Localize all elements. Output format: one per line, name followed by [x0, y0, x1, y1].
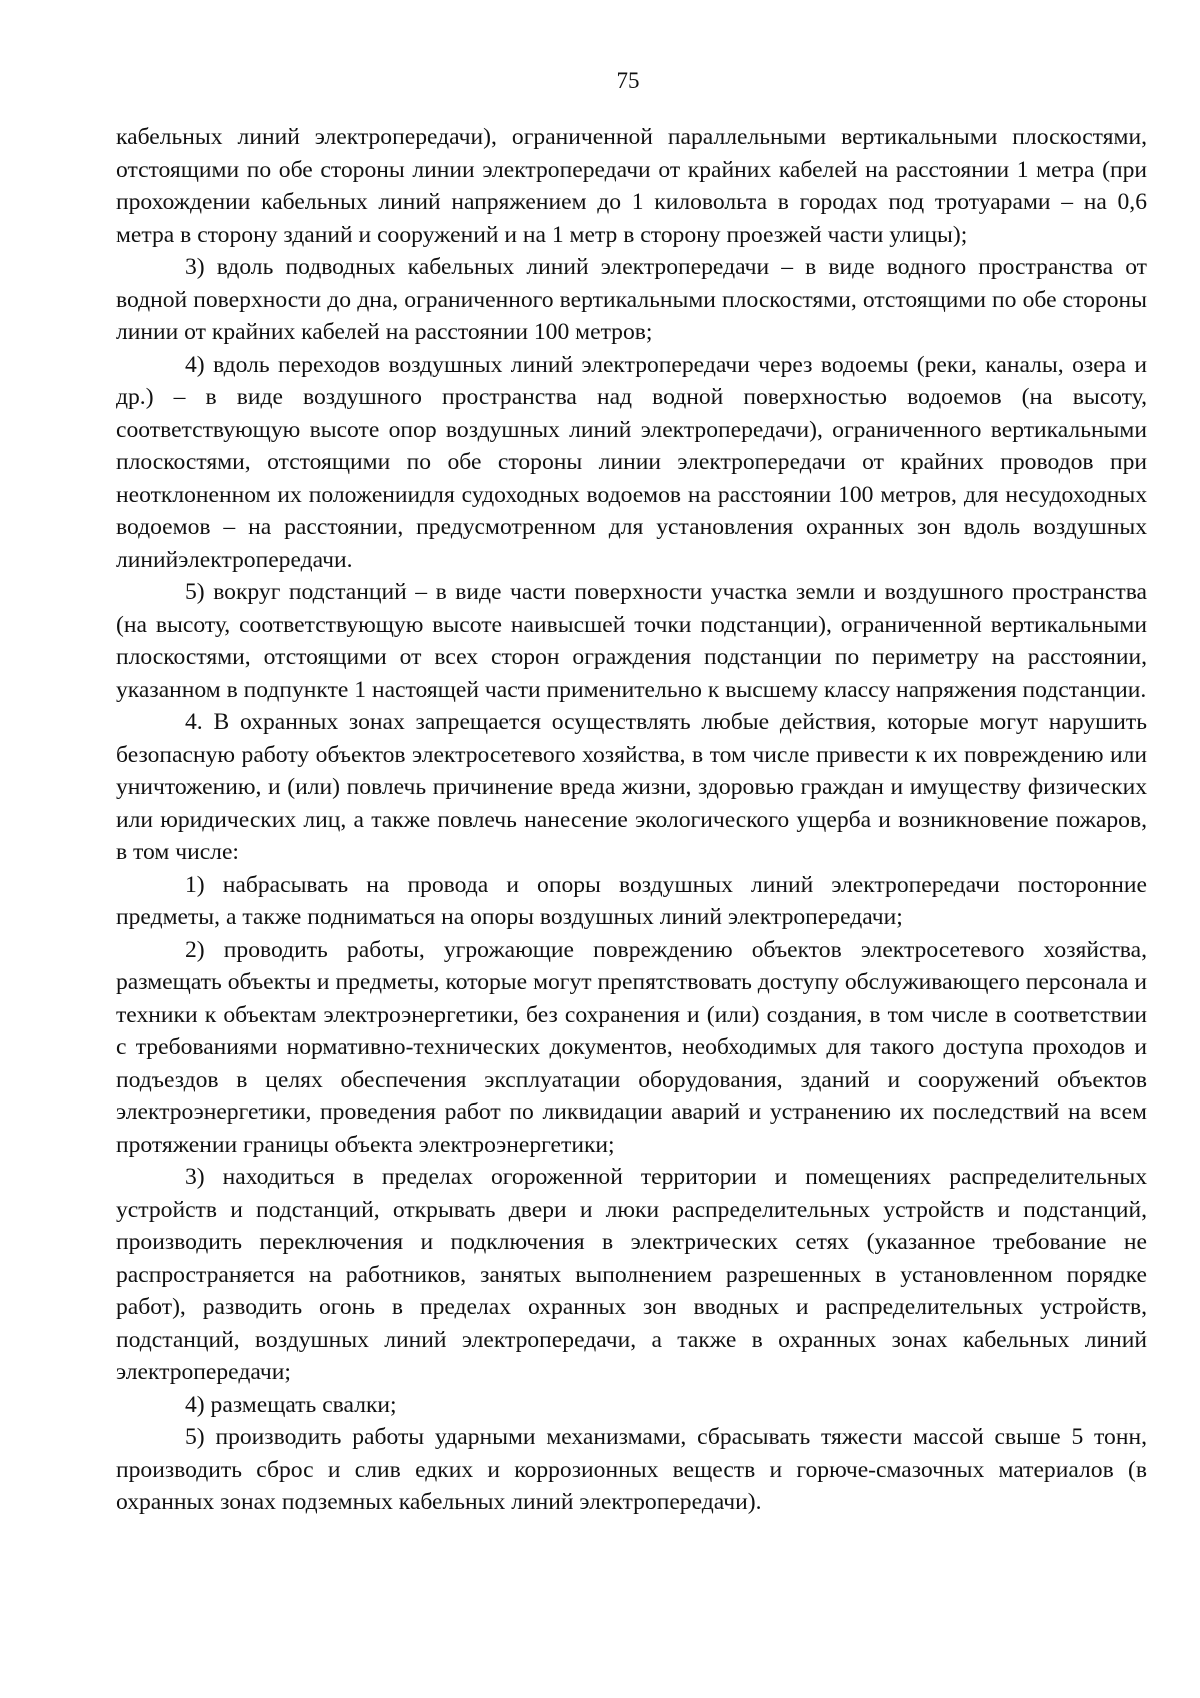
paragraph-continuation: кабельных линий электропередачи), ограниченной параллельными вертикальными плоскостями, отстоящими по обе стороны линии электропередачи от крайних кабелей на расстоянии 1 метра (при прохождении кабельных линий напряжением до 1 киловольта в городах под тротуарами – на 0,6 метра в сторону зданий и сооружений и на 1 метр в сторону проезжей части улицы);	[116, 124, 1147, 248]
paragraph-item-3: 3) вдоль подводных кабельных линий электропередачи – в виде водного пространства от водной поверхности до дна, ограниченного вертикальными плоскостями, отстоящими по обе стороны линии от крайних кабелей на расстоянии 100 метров;	[116, 254, 1147, 345]
paragraph-subitem-4: 4) размещать свалки;	[185, 1391, 397, 1418]
paragraph-item-5: 5) вокруг подстанций – в виде части поверхности участка земли и воздушного пространства (на высоту, соответствующую высоте наивысшей точки подстанции), ограниченной вертикальными плоскостями, отстоящими от всех сторон ограждения подстанции по периметру на расстоянии, указанном в подпункте 1 настоящей части применительно к высшему классу напряжения подстанции.	[116, 579, 1147, 703]
paragraph-subitem-3: 3) находиться в пределах огороженной территории и помещениях распределительных устройств и подстанций, открывать двери и люки распределительных устройств и подстанций, производить переключения и подключения в электрических сетях (указанное требование не распространяется на работников, занятых выполнением разрешенных в установленном порядке работ), разводить огонь в пределах охранных зон вводных и распределительных устройств, подстанций, воздушных линий электропередачи, а также в охранных зонах кабельных линий электропередачи;	[116, 1164, 1147, 1385]
paragraph-clause-4: 4. В охранных зонах запрещается осуществлять любые действия, которые могут нарушить безопасную работу объектов электросетевого хозяйства, в том числе привести к их повреждению или уничтожению, и (или) повлечь причинение вреда жизни, здоровью граждан и имуществу физических или юридических лиц, а также повлечь нанесение экологического ущерба и возникновение пожаров, в том числе:	[116, 709, 1147, 865]
paragraph-item-4: 4) вдоль переходов воздушных линий электропередачи через водоемы (реки, каналы, озера и др.) – в виде воздушного пространства над водной поверхностью водоемов (на высоту, соответствующую высоте опор воздушных линий электропередачи), ограниченного вертикальными плоскостями, отстоящими по обе стороны линии электропередачи от крайних проводов при неотклоненном их положениидля судоходных водоемов на расстоянии 100 метров, для несудоходных водоемов – на расстоянии, предусмотренном для установления охранных зон вдоль воздушных линийэлектропередачи.	[116, 351, 1147, 573]
document-body	[116, 121, 1147, 1519]
paragraph-subitem-1: 1) набрасывать на провода и опоры воздушных линий электропередачи посторонние предметы, а также подниматься на опоры воздушных линий электропередачи;	[116, 871, 1147, 930]
paragraph-subitem-5: 5) производить работы ударными механизмами, сбрасывать тяжести массой свыше 5 тонн, производить сброс и слив едких и коррозионных веществ и горюче-смазочных материалов (в охранных зонах подземных кабельных линий электропередачи).	[116, 1424, 1147, 1515]
page-number: 75	[616, 68, 640, 93]
paragraph-subitem-2: 2) проводить работы, угрожающие повреждению объектов электросетевого хозяйства, размещать объекты и предметы, которые могут препятствовать доступу обслуживающего персонала и техники к объектам электроэнергетики, без сохранения и (или) создания, в том числе в соответствии с требованиями нормативно-технических документов, необходимых для такого доступа проходов и подъездов в целях обеспечения эксплуатации оборудования, зданий и сооружений объектов электроэнергетики, проведения работ по ликвидации аварий и устранению их последствий на всем протяжении границы объекта электроэнергетики;	[116, 936, 1147, 1158]
